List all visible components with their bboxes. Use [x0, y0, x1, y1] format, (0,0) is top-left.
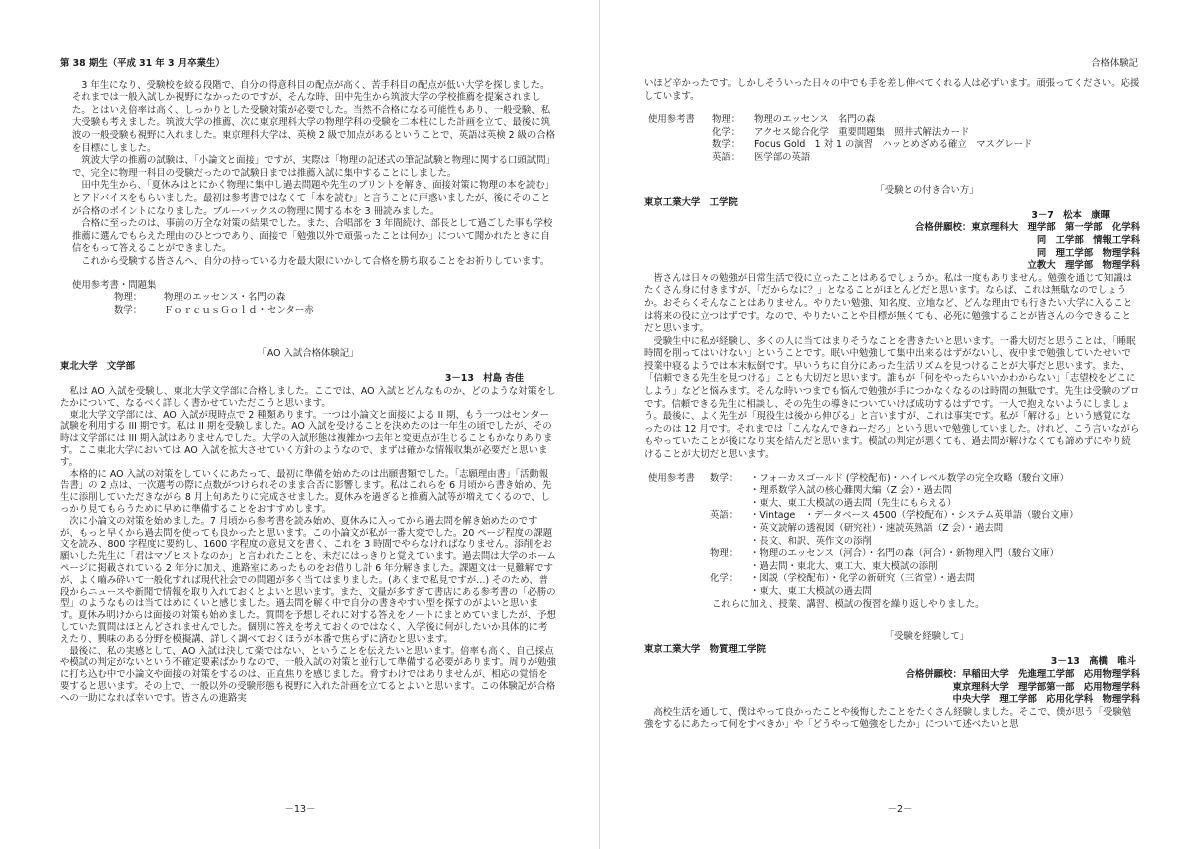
ref-line: ・東大、東工大模試の過去問（先生にもらえる） [750, 497, 957, 509]
ref-subject: 数学： [710, 472, 739, 484]
ref-line: ・フォーカスゴールド (学校配布)・ハイレベル数学の完全攻略（駿台文庫） [750, 472, 1069, 484]
ref-line: ・Vintage ・データベース 4500（学校配布）・システム英単語（駿台文庫） [750, 510, 1079, 522]
paragraph: 受験生中に私が経験し、多くの人に当てはまりそうなことを書きたいと思います。一番大切だと思うことは、「睡眠時間を削ってはいけない」ということです。眠い中勉強して集中出来るはずがないし、夜中まで勉強していたせいで授業中寝るようでは本末転倒です。早いうちに自分にあった生活リズムを見つけることが大事だと思います。また、「信頼できる先生を見つける」ことも大切だと思います。誰もが「何をやったらいいかわからない」「志望校をどこにしよう」などと悩みます。そんな時いつまでも悩んで勉強が手につかなくなるのは時間の無駄です。先生は受験のプロです。信頼できる先生に相談し、その先生の導きについていけば成功するはずです。一人で抱えないようにしましょう。最後に、よく先生が「現役生は後から伸びる」と言いますが、これは事実です。私が「解ける」という感覚になったのは 12 月です。それまでは「こんなんできねーだろ」という思いで勉強していました。けれど、こう言いながらもやっていたことが後になり実を結んだと思います。模試の判定が悪くても、過去問が解けなくても諦めずにやり続けることが大切だと思います。 [644, 335, 1140, 461]
paragraph: 次に小論文の対策を始めました。7 月頃から参考書を読み始め、夏休みに入ってから過去問を解き始めたのですが、もっと早くから過去問を使っても良かったと思います。この小論文が私が一番大変でした。20 ページ程度の課題文を読み、800 字程度に要約し、1600 字程度の意見文を書く、これを 3 時間でやらなければなりません。添削をお願いした先生に「君はマゾヒストなのか」と言われたことを、未だにはっきりと覚えています。過去問は大学のホームページに掲載されている 2 年分に加え、進路室にあったものをお借りし計 6 年分解きました。課題文は一見難解ですが、よく嚙み砕いて一般化すれば現代社会での問題が多く当てはまりました。(あくまで私見ですが…) そのため、普段からニュースや新聞で情報を取り入れておくとよいと思います。また、文量が多すぎて書店にある参考書の「必勝の型」のようなものは当てはめにくいと感じました。過去問を解く中で自分の書きやすい型を探すのがよいと思います。夏休み明けからは面接の対策も始めました。質問を予想しそれに対する答えをノートにまとめていましたが、予想していた質問はほとんどされませんでした。個別に答えを考えておくのではなく、入学後に何がしたいか具体的に考えたり、興味のある分野を模擬講、詳しく調べておくほうが本番で焦らずに済むと思います。 [60, 515, 556, 645]
paragraph: 本格的に AO 入試の対策をしていくにあたって、最初に準備を始めたのは出願書類でした。「志願理由書」「活動報告書」の 2 点は、一次選考の際に点数がつけられそのまま合否に影響します。私はこれらを 6 月頃から書き始め、先生に添削していただきながら 8 月上旬あたりに完成させました。夏休みを過ぎると推薦入試等が増えてくるので、しっかり見てもらうために早めに準備することをおすすめします。 [60, 468, 552, 516]
section3-university: 東京工業大学 工学院 [644, 197, 738, 209]
refs-list [644, 473, 1140, 599]
pass-line: 中央大学 理工学部 応用化学科 物理学科 [952, 694, 1140, 706]
paragraph: これから受験する皆さんへ、自分の持っている力を最大限にいかして合格を勝ち取ることをお祈りしています。 [81, 255, 550, 267]
ref-line: ・理系数学入試の核心難関大編（Z 会）・過去問 [750, 485, 952, 497]
pass-line: 合格併願校：東京理科大 理学部 第一学部 化学科 [914, 222, 1140, 234]
ref-subject: 英語： [710, 510, 739, 522]
ref-line: ・物理のエッセンス（河合）・名門の森（河合）・新物理入門（駿台文庫） [750, 548, 1059, 560]
section3-body [644, 273, 1140, 462]
ref-subject: 物理： [712, 114, 741, 126]
ref-line: ・過去問・東北大、東工大、東大模試の添削 [750, 560, 938, 572]
ref-text: ＦｏｒｃｕｓＧｏｌｄ・センター赤 [164, 304, 314, 316]
refs-list [72, 292, 556, 317]
ref-subject: 物理： [114, 292, 143, 304]
section2-author: 3－13 村島 杏佳 [444, 373, 524, 385]
ref-line: ・図説（学校配布）・化学の新研究（三省堂）・過去問 [750, 573, 975, 585]
paragraph: 合格に至ったのは、事前の万全な対策の結果でした。また、合唱部を 3 年間続け、部長として過ごした事も学校推薦に選んでもらえた理由のひとつであり、面接で「勉強以外で頑張ったことは何か」について聞かれたときに自信をもって答えることができました。 [72, 218, 553, 255]
refs-list [644, 114, 1140, 164]
section1-heading: 第 38 期生（平成 31 年 3 月卒業生） [60, 58, 225, 69]
refs-title: 使用参考書 [648, 472, 695, 484]
ref-text: アクセス総合化学 重要問題集 照井式解法カード [754, 126, 970, 138]
ref-subject: 化学： [710, 573, 739, 585]
section4-author: 3－13 高橋 唯斗 [1050, 656, 1136, 668]
section4-passes [644, 669, 1140, 707]
section2-body [60, 386, 556, 705]
section3-title: 「受験との付き合い方」 [875, 184, 979, 196]
paragraph: 田中先生から、「夏休みはとにかく物理に集中し過去問題や先生のプリントを解き、面接対策に物理の本を読む」とアドバイスをもらいました。最初は参考書ではなくて「本を読む」と言うことに戸惑いましたが、後にそのことが合格のポイントになりました。ブルーバックスの物理に関する本を 3 冊読みました。 [72, 180, 555, 217]
ref-line: ・英文読解の透視図（研究社）・速読英熟語（Z 会）・過去問 [750, 523, 1004, 534]
section2-title: 「AO 入試合格体験記」 [257, 348, 359, 360]
right-page [600, 0, 1200, 849]
ref-line: ・東大、東工大模試の過去問 [750, 585, 872, 597]
running-header: 合格体験記 [1091, 58, 1138, 69]
section4-university: 東京工業大学 物質理工学院 [644, 643, 766, 655]
pass-line: 同 理工学部 物理学科 [1036, 247, 1140, 259]
page-number: －2－ [887, 804, 913, 815]
ref-text: Focus Gold 1 対 1 の演習 ハッとめざめる確立 マスグレード [754, 139, 1033, 151]
paragraph: 高校生活を通して、僕はやって良かったことや後悔したことをたくさん経験しました。そこで、僕が思う「受験勉強をするにあたって何をすべきか」や「どうやって勉強をしたか」について述べたいと思 [644, 706, 1132, 731]
pass-line: 同 工学部 情報工学科 [1036, 234, 1140, 246]
paragraph: 東北大学文学部には、AO 入試が現時点で 2 種類あります。一つは小論文と面接による II 期、もう一つはセンター試験を利用する III 期です。私は II 期を受験しました。AO 入試を受けることを決めたのは一年生の頃でしたが、その時は文学部には III 期入試はありませんでした。大学の入試形態は複雑かつ去年と変更点が生じることもかなりあります。ここ東北大学においては AO 入試を拡大させていく方針のようなので、まずは確かな情報収集が必要だと思います。 [60, 409, 553, 468]
ref-subject: 英語： [712, 151, 741, 163]
pass-line: 合格併願校：早稲田大学 先進理工学部 応用物理学科 [905, 668, 1140, 680]
paragraph: いほど辛かったです。しかしそういった日々の中でも手を差し伸べてくれる人は必ずいます。頑張ってください。応援しています。 [644, 78, 1140, 102]
ref-subject: 数学： [712, 139, 741, 151]
section3-author: 3－7 松本 康暉 [1031, 209, 1110, 221]
ref-line: ・長文、和訳、英作文の添削 [750, 535, 872, 547]
refs-title: 使用参考書・問題集 [72, 279, 157, 291]
section2-university: 東北大学 文学部 [60, 360, 136, 372]
ref-text: 物理のエッセンス・名門の森 [164, 292, 286, 304]
pass-line: 立教大 理学部 物理学科 [1027, 260, 1140, 272]
paragraph: 皆さんは日々の勉強が日常生活で役に立ったことはあるでしょうか。私は一度もありません。勉強を通じて知識はたくさん身に付きますが、「だからなに？」となることがほとんどだと思います。ならば、これは無駄なのでしょうか。おそらくそんなことはありません。やりたい勉強、知名度、立地など、どんな理由でも行きたい大学に入ることは将来の役に立つはずです。なので、やりたいことや目標が無くても、必死に勉強することが皆さんの今できることだと思います。 [644, 272, 1133, 335]
refs-tail: これらに加え、授業、講習、模試の復習を繰り返しやりました。 [712, 598, 985, 610]
ref-text: 物理のエッセンス 名門の森 [754, 114, 876, 126]
paragraph: 最後に、私の実感として、AO 入試は決して楽ではない、ということを伝えたいと思います。倍率も高く、自己採点や模試の判定がないという不確定要素ばかりなので、一般入試の対策と並行して準備する必要があります。周りが勉強に打ち込む中で小論文や面接の対策をするのは、正直焦りを感じました。脅すわけではありませんが、相応の覚悟を要すると思います。その上で、一般以外の受験形態も視野に入れた計画を立てるとよいと思います。この体験記が合格への一助になれば幸いです。皆さんの進路実 [60, 645, 556, 704]
page-number: －13－ [284, 804, 316, 815]
section3-passes [644, 222, 1140, 272]
ref-subject: 物理： [710, 548, 739, 560]
section1-body [60, 80, 556, 318]
ref-subject: 数学： [114, 304, 143, 316]
ref-text: 医学部の英語 [754, 151, 811, 163]
refs-title: 使用参考書 [648, 114, 695, 126]
section4-title: 「受験を経験して」 [884, 631, 970, 643]
paragraph: 筑波大学の推薦の試験は、「小論文と面接」ですが、実際は「物理の記述式の筆記試験と物理に関する口頭試問」で、完全に物理一科目の受験だったので試験日までは推薦入試に集中することにしました。 [72, 155, 555, 179]
ref-subject: 化学： [712, 126, 741, 138]
pass-line: 東京理科大学 理学部第一部 応用物理学科 [952, 681, 1140, 693]
paragraph: 3 年生になり、受験校を絞る段階で、自分の得意科目の配点が高く、苦手科目の配点が低い大学を探しました。それまでは一般入試しか視野になかったのですが、そんな時、田中先生から筑波大学の学校推薦を提案されました。とはいえ倍率は高く、しっかりとした受験対策が必要でした。当然不合格になる可能性もあり、一般受験、私大受験も考えました。筑波大学の推薦、次に東京理科大学の物理学科の受験を二本柱にした計画を立て、最後に筑波の一般受験も視野に入れました。東京理科大学は、英検 2 級で加点があるということで、英語は英検 2 級の合格を目標にしました。 [72, 79, 556, 154]
paragraph: 私は AO 入試を受験し、東北大学文学部に合格しました。ここでは、AO 入試とどんなものか、どのような対策をしたかについて、なるべく詳しく書かせていただこうと思います。 [60, 386, 556, 409]
